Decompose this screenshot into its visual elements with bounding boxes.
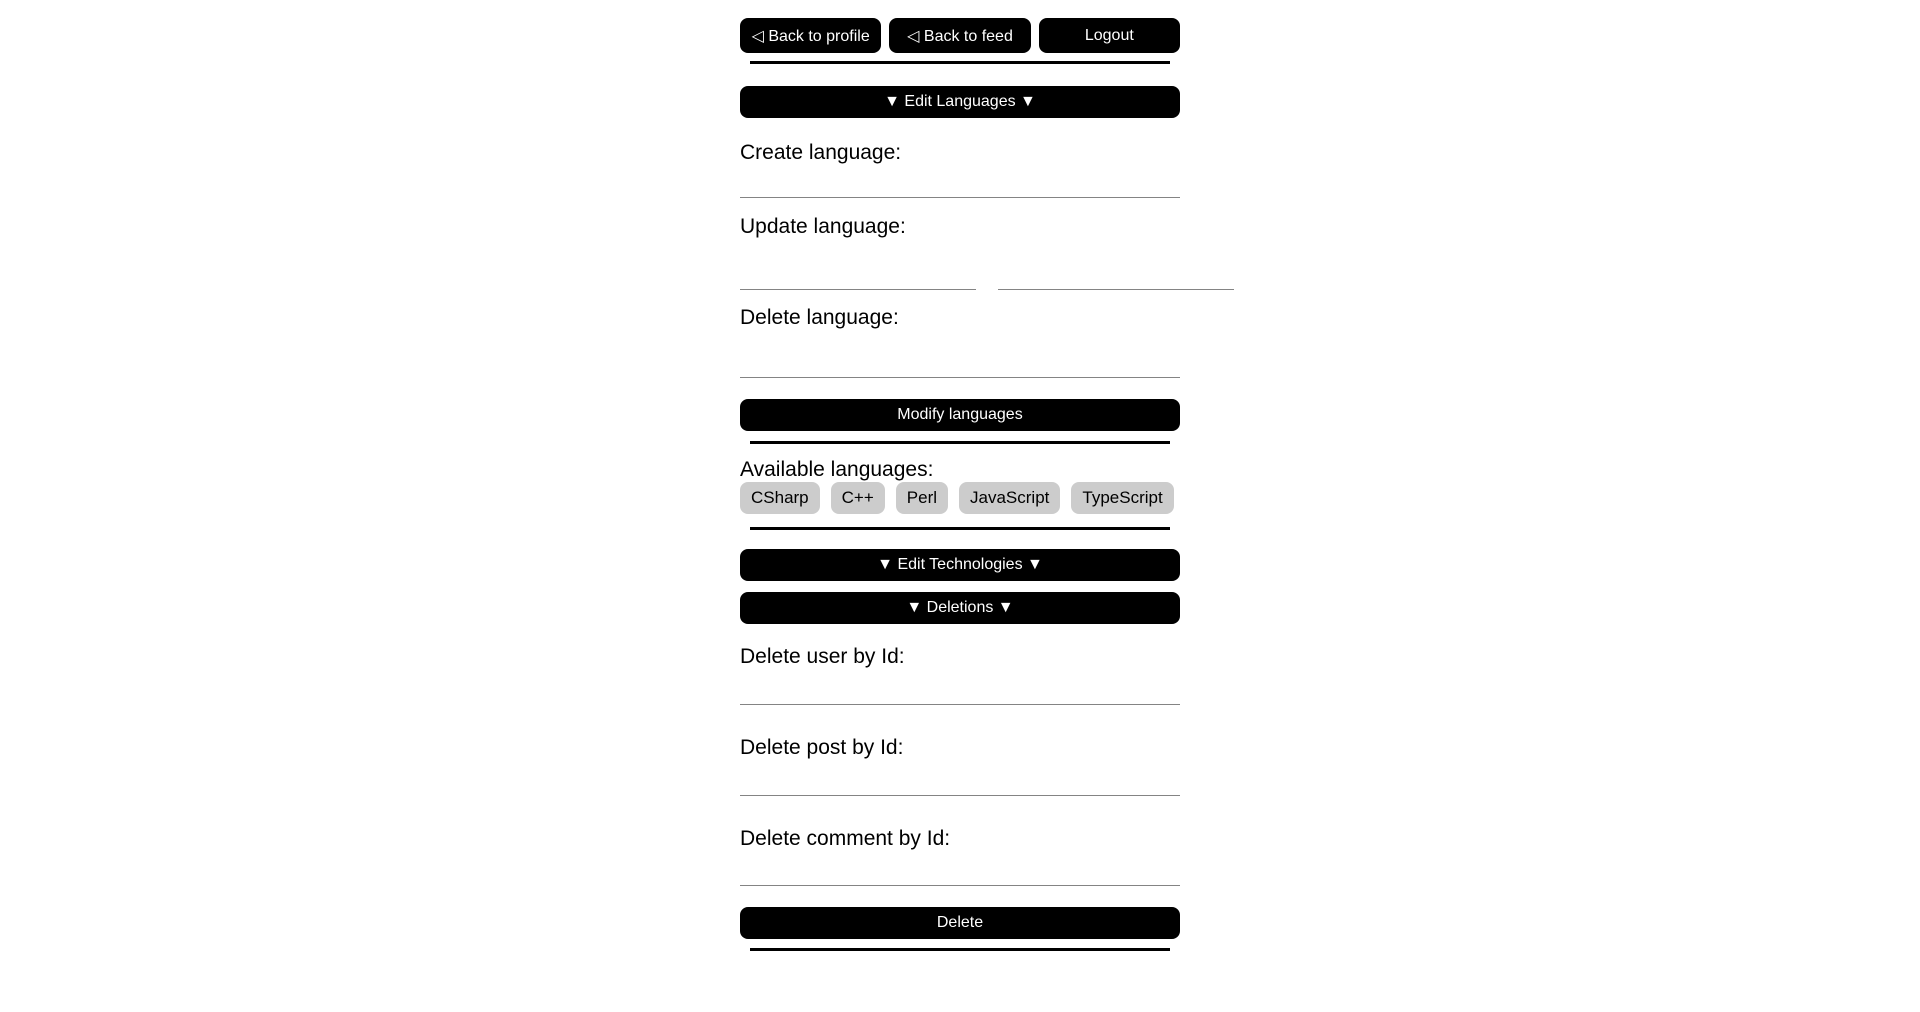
- language-chip: JavaScript: [959, 482, 1060, 514]
- delete-post-label: Delete post by Id:: [740, 736, 904, 759]
- delete-comment-label: Delete comment by Id:: [740, 827, 951, 850]
- main-column: [740, 0, 1180, 951]
- section-divider: [750, 441, 1170, 444]
- deletions-accordion[interactable]: ▼ Deletions ▼: [740, 592, 1180, 624]
- delete-post-input[interactable]: [740, 760, 1180, 796]
- section-divider: [750, 948, 1170, 951]
- edit-languages-accordion[interactable]: ▼ Edit Languages ▼: [740, 86, 1180, 118]
- create-language-label: Create language:: [740, 141, 902, 164]
- modify-languages-button[interactable]: Modify languages: [740, 399, 1180, 431]
- update-language-inputs: [740, 239, 1180, 290]
- back-to-feed-button[interactable]: ◁ Back to feed: [889, 18, 1030, 53]
- update-language-new-input[interactable]: [998, 239, 1234, 290]
- update-language-label: Update language:: [740, 215, 906, 238]
- language-chip: C++: [831, 482, 885, 514]
- update-language-old-input[interactable]: [740, 239, 976, 290]
- delete-button[interactable]: Delete: [740, 907, 1180, 939]
- section-divider: [750, 61, 1170, 64]
- language-chip: CSharp: [740, 482, 820, 514]
- logout-button[interactable]: Logout: [1039, 18, 1180, 53]
- edit-technologies-accordion[interactable]: ▼ Edit Technologies ▼: [740, 549, 1180, 581]
- back-to-profile-button[interactable]: ◁ Back to profile: [740, 18, 881, 53]
- delete-user-label: Delete user by Id:: [740, 645, 905, 668]
- language-chip-list: [740, 482, 1180, 514]
- section-divider: [750, 527, 1170, 530]
- available-languages-label: Available languages:: [740, 458, 934, 481]
- language-chip: TypeScript: [1071, 482, 1173, 514]
- delete-user-input[interactable]: [740, 669, 1180, 705]
- delete-comment-input[interactable]: [740, 851, 1180, 886]
- top-nav: [740, 18, 1180, 53]
- create-language-input[interactable]: [740, 165, 1180, 198]
- language-chip: Perl: [896, 482, 948, 514]
- delete-language-label: Delete language:: [740, 306, 899, 329]
- delete-language-input[interactable]: [740, 330, 1180, 378]
